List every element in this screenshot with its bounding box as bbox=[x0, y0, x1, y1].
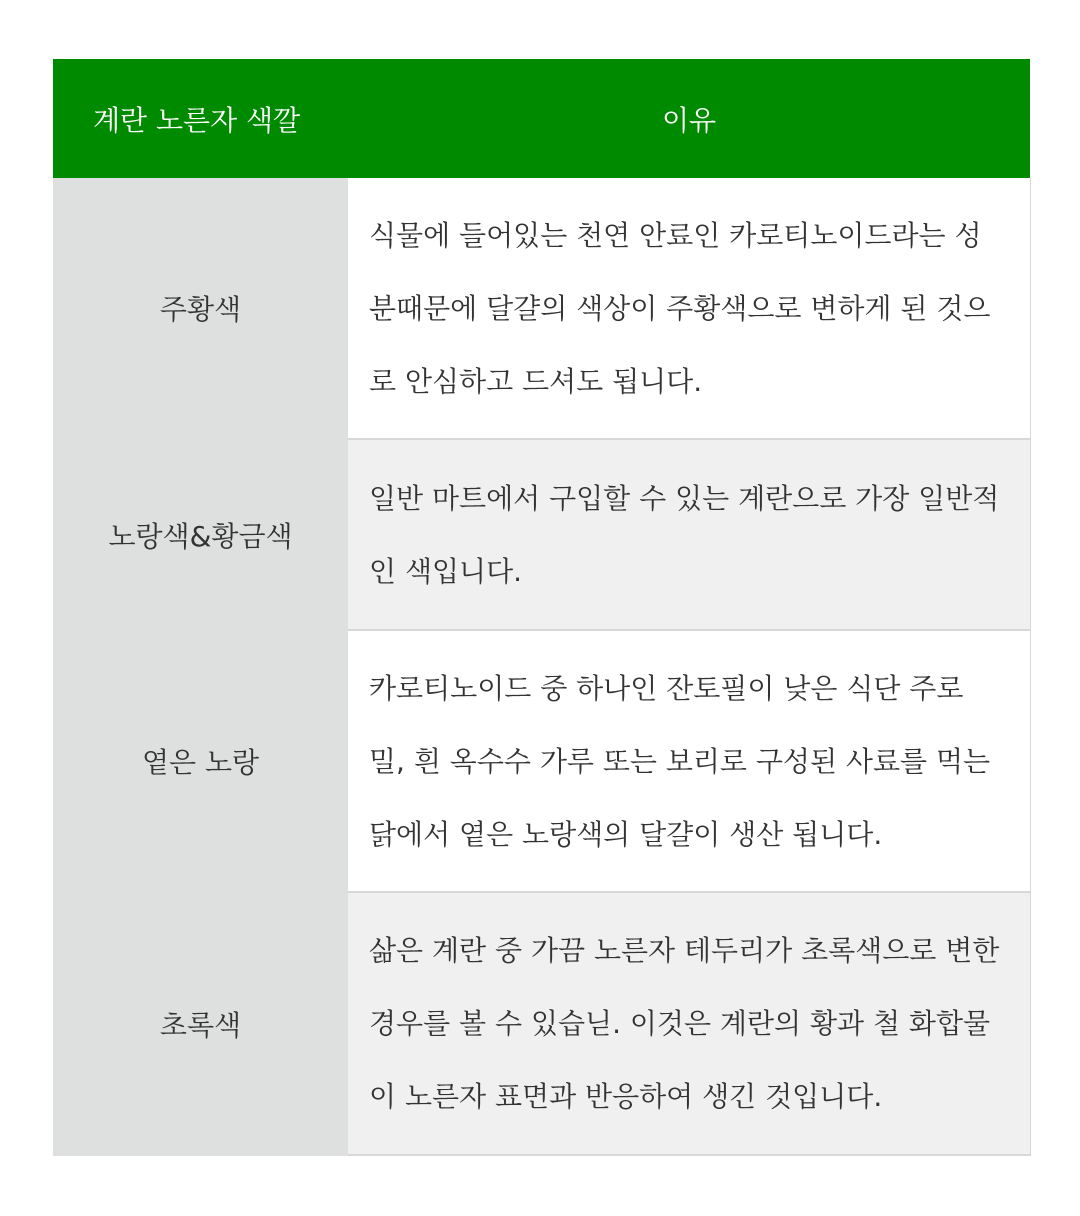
table-header bbox=[53, 59, 1030, 178]
table bbox=[53, 59, 1031, 1156]
yolk-color-cell: 초록색 bbox=[53, 892, 348, 1155]
table-row bbox=[53, 630, 1030, 892]
yolk-color-cell: 주황색 bbox=[53, 178, 348, 439]
yolk-color-cell: 옅은 노랑 bbox=[53, 630, 348, 892]
reason-cell: 일반 마트에서 구입할 수 있는 계란으로 가장 일반적인 색입니다. bbox=[348, 439, 1030, 630]
table-body bbox=[53, 178, 1030, 1155]
header-reason: 이유 bbox=[348, 59, 1030, 178]
table-row bbox=[53, 892, 1030, 1155]
table-row bbox=[53, 439, 1030, 630]
header-yolk-color: 계란 노른자 색깔 bbox=[53, 59, 348, 178]
yolk-color-cell: 노랑색&황금색 bbox=[53, 439, 348, 630]
table-row bbox=[53, 178, 1030, 439]
header-row bbox=[53, 59, 1030, 178]
reason-cell: 카로티노이드 중 하나인 잔토필이 낮은 식단 주로 밀, 흰 옥수수 가루 또는 보리로 구성된 사료를 먹는 닭에서 옅은 노랑색의 달걀이 생산 됩니다. bbox=[348, 630, 1030, 892]
egg-yolk-color-table bbox=[53, 59, 1030, 1156]
reason-cell: 식물에 들어있는 천연 안료인 카로티노이드라는 성분때문에 달걀의 색상이 주황색으로 변하게 된 것으로 안심하고 드셔도 됩니다. bbox=[348, 178, 1030, 439]
reason-cell: 삶은 계란 중 가끔 노른자 테두리가 초록색으로 변한 경우를 볼 수 있습닏. 이것은 계란의 황과 철 화합물이 노른자 표면과 반응하여 생긴 것입니다. bbox=[348, 892, 1030, 1155]
